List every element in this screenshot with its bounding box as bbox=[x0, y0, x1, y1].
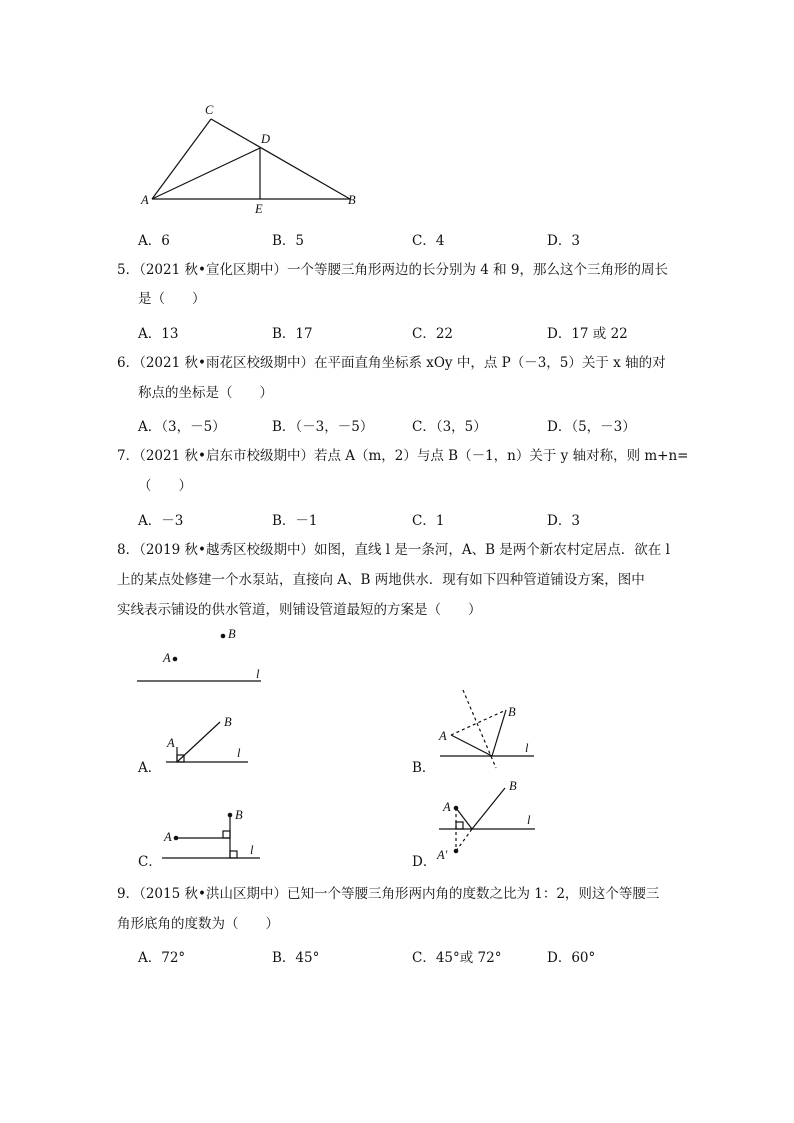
q8d-label-B: B bbox=[509, 779, 517, 793]
q6-option-b[interactable]: B．（－3，－5） bbox=[272, 419, 374, 435]
q7-stem-line2: （ ） bbox=[138, 478, 192, 494]
q8c-label-l: l bbox=[250, 843, 254, 857]
q4-label-C: C bbox=[205, 103, 214, 117]
q8d-label-A: A bbox=[443, 800, 451, 814]
q8-main-label-A: A bbox=[163, 651, 171, 665]
q5-stem-line2: 是（ ） bbox=[138, 291, 206, 307]
q6-stem-line1: 6．（2021 秋•雨花区校级期中）在平面直角坐标系 xOy 中，点 P（－3，5）关于 x 轴的对 bbox=[117, 355, 666, 371]
q5-option-d[interactable]: D．17 或 22 bbox=[547, 326, 628, 342]
q8a-label-A: A bbox=[167, 736, 175, 750]
q7-option-b[interactable]: B．－1 bbox=[272, 513, 318, 529]
q8-main-label-l: l bbox=[256, 667, 260, 681]
q5-option-c[interactable]: C．22 bbox=[412, 326, 454, 342]
q8c-label-A: A bbox=[164, 830, 172, 844]
q8a-label-B: B bbox=[224, 715, 232, 729]
q9-option-d[interactable]: D．60° bbox=[547, 950, 596, 966]
q4-option-c[interactable]: C．4 bbox=[412, 233, 445, 249]
q8b-label-A: A bbox=[439, 729, 447, 743]
q4-option-a[interactable]: A．6 bbox=[138, 233, 170, 249]
q7-option-d[interactable]: D．3 bbox=[547, 513, 580, 529]
q5-option-b[interactable]: B．17 bbox=[272, 326, 313, 342]
q8-option-a[interactable]: A． bbox=[138, 760, 162, 776]
q8-stem-line1: 8．（2019 秋•越秀区校级期中）如图，直线 l 是一条河，A、B 是两个新农村定居点．欲在 l bbox=[117, 542, 670, 558]
q4-label-A: A bbox=[141, 193, 149, 207]
q8-option-b[interactable]: B． bbox=[412, 760, 436, 776]
q9-option-a[interactable]: A．72° bbox=[138, 950, 186, 966]
q6-option-c[interactable]: C．（3，5） bbox=[412, 419, 487, 435]
q8-main-label-B: B bbox=[228, 627, 236, 641]
q7-option-c[interactable]: C．1 bbox=[412, 513, 445, 529]
q9-option-c[interactable]: C．45°或 72° bbox=[412, 950, 502, 966]
q8d-label-l: l bbox=[527, 813, 531, 827]
q9-option-b[interactable]: B．45° bbox=[272, 950, 320, 966]
q6-stem-line2: 称点的坐标是（ ） bbox=[138, 385, 273, 401]
q5-stem-line1: 5．（2021 秋•宣化区期中）一个等腰三角形两边的长分别为 4 和 9，那么这个三角形的周长 bbox=[117, 262, 669, 278]
q6-option-a[interactable]: A．（3，－5） bbox=[138, 419, 226, 435]
q4-label-D: D bbox=[261, 132, 271, 146]
q4-option-b[interactable]: B．5 bbox=[272, 233, 305, 249]
q8-option-c[interactable]: C． bbox=[138, 854, 162, 870]
q4-option-d[interactable]: D．3 bbox=[547, 233, 580, 249]
q8d-label-A-prime: A′ bbox=[437, 848, 448, 862]
q8b-label-l: l bbox=[525, 741, 529, 755]
q7-option-a[interactable]: A．－3 bbox=[138, 513, 184, 529]
q8-option-d[interactable]: D． bbox=[412, 854, 437, 870]
q7-stem-line1: 7．（2021 秋•启东市校级期中）若点 A（m，2）与点 B（－1，n）关于 y 轴对称，则 m+n= bbox=[117, 448, 689, 464]
q8b-label-B: B bbox=[508, 705, 516, 719]
q9-stem-line2: 角形底角的度数为（ ） bbox=[117, 916, 279, 932]
q4-label-E: E bbox=[255, 202, 263, 216]
q9-stem-line1: 9．（2015 秋•洪山区期中）已知一个等腰三角形两内角的度数之比为 1：2，则这个等腰三 bbox=[117, 886, 660, 902]
q8a-label-l: l bbox=[237, 746, 241, 760]
q5-option-a[interactable]: A．13 bbox=[138, 326, 179, 342]
q8-stem-line2: 上的某点处修建一个水泵站，直接向 A、B 两地供水．现有如下四种管道铺设方案，图中 bbox=[117, 572, 645, 588]
q4-label-B: B bbox=[348, 193, 356, 207]
q6-option-d[interactable]: D．（5，－3） bbox=[547, 419, 636, 435]
q8c-label-B: B bbox=[235, 808, 243, 822]
q8-stem-line3: 实线表示铺设的供水管道，则铺设管道最短的方案是（ ） bbox=[117, 602, 482, 618]
